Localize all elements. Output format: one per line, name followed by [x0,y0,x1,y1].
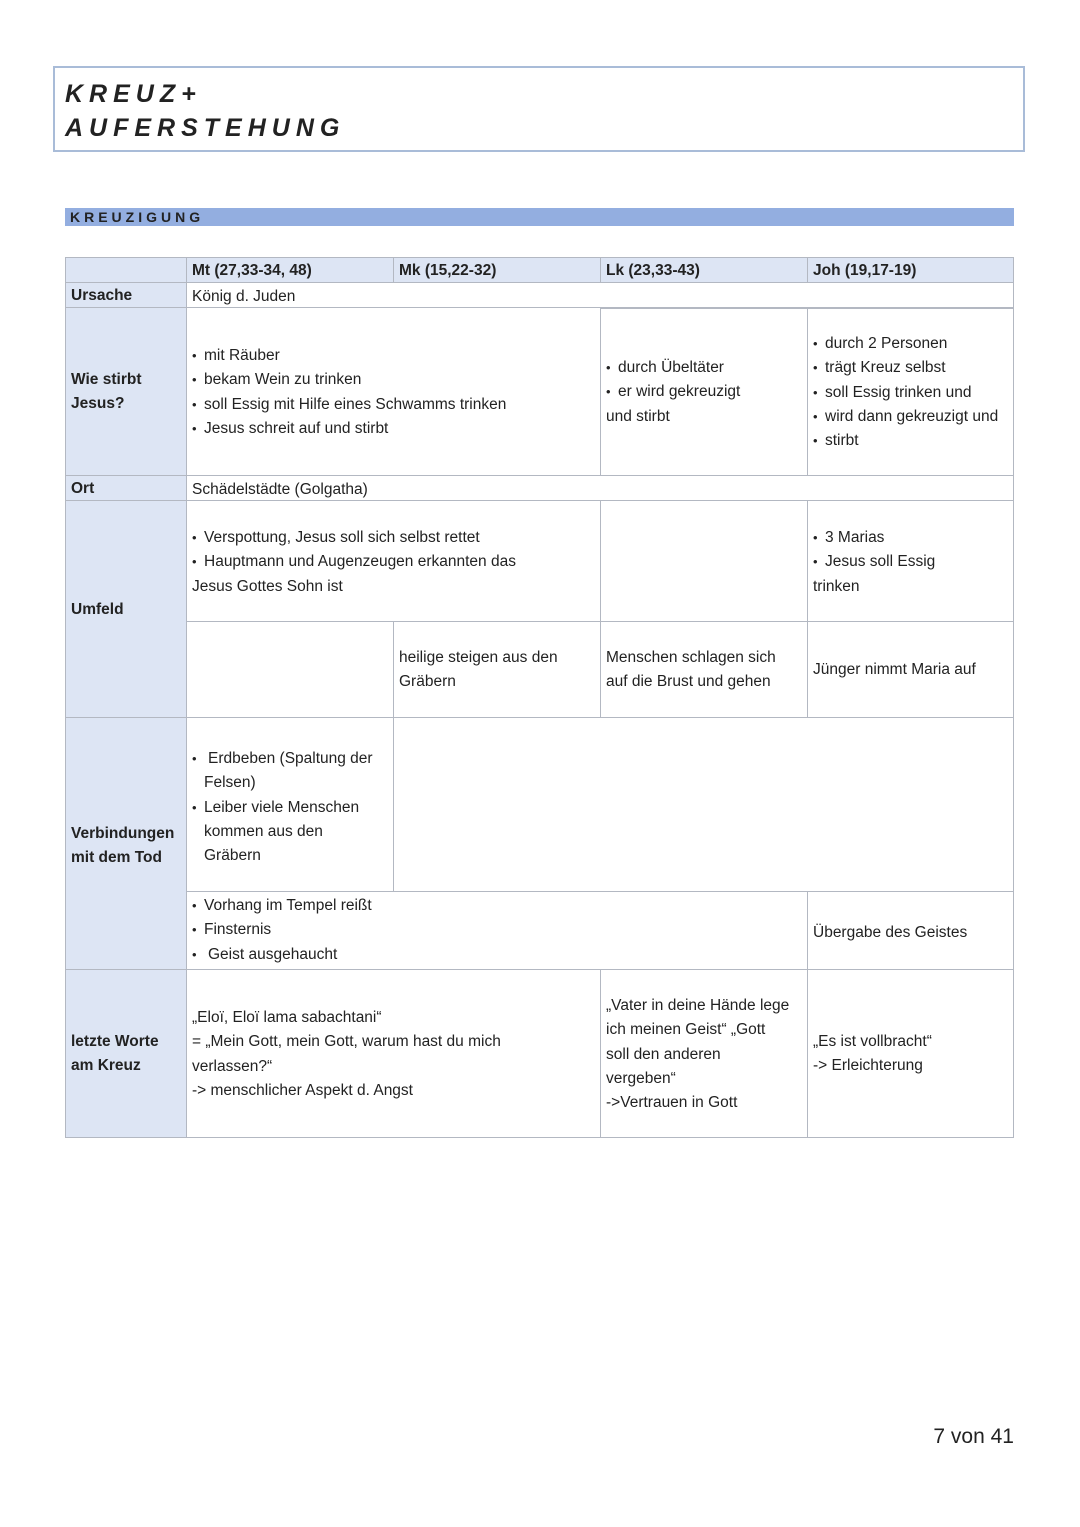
text-line: „Eloï, Eloï lama sabachtani“ [192,1009,382,1026]
text-line: Jesus Gottes Sohn ist [192,577,343,595]
list-item: • soll Essig trinken und [813,381,1013,405]
text-line: Felsen) [204,774,256,792]
header-mk: Mk (15,22-32) [393,257,600,283]
text-line: heilige steigen aus den [399,649,558,666]
text-line: verlassen?“ [192,1057,273,1075]
letzte-worte-lk [600,970,807,1138]
title-line-2: AUFERSTEHUNG [65,114,346,142]
umfeld-mt-2-empty [186,622,393,718]
text-line: vergeben“ [606,1069,676,1087]
list-item: • durch 2 Personen [813,332,1013,356]
list-item: • soll Essig mit Hilfe eines Schwamms trinken [192,393,600,417]
verbindungen-mt [186,718,393,892]
verbindungen-joh: Übergabe des Geistes [807,892,1014,970]
row-label-letzte-worte [65,970,186,1138]
text-line: kommen aus den [204,822,323,840]
list-item: • Leiber viele Menschen [192,796,393,820]
ort-mt-mk: Schädelstädte (Golgatha) [186,476,1014,501]
label-line-2: am Kreuz [71,1057,141,1075]
row-label-ort: Ort [65,476,186,501]
section-title: KREUZIGUNG [70,209,205,225]
umfeld-mk-2 [393,622,600,718]
list-item: • Hauptmann und Augenzeugen erkannten das [192,550,600,574]
text-line: Erdbeben (Spaltung der [208,750,373,767]
list-item: • er wird gekreuzigt [606,380,807,404]
list-item: • trägt Kreuz selbst [813,356,1013,380]
list-continuation [813,405,1013,429]
row-label-umfeld: Umfeld [65,501,186,718]
verbindungen-all [186,892,807,970]
text-line: Geist ausgehaucht [208,945,338,963]
text-line: soll den anderen [606,1045,721,1063]
list-item: • Finsternis [192,918,807,942]
label-line-1: Verbindungen [71,825,175,842]
text-line: = „Mein Gott, mein Gott, warum hast du mich [192,1033,501,1051]
text-line: ->Vertrauen in Gott [606,1094,738,1112]
list-item: • Vorhang im Tempel reißt [192,894,807,918]
row-label-ursache: Ursache [65,283,186,308]
letzte-worte-mt-mk [186,970,600,1138]
header-lk: Lk (23,33-43) [600,257,807,283]
label-line-1: letzte Worte [71,1033,159,1050]
text-line: Menschen schlagen sich [606,649,776,666]
list-item [192,747,393,771]
umfeld-lk-empty [600,501,807,622]
section-header [65,208,1014,226]
header-corner [65,257,186,283]
list-continuation [192,844,393,868]
text-line: -> menschlicher Aspekt d. Angst [192,1081,413,1099]
letzte-worte-joh [807,970,1014,1138]
label-line-2: Jesus? [71,395,125,413]
text-line: ich meinen Geist“ „Gott [606,1021,766,1039]
page-number: 7 von 41 [933,1425,1014,1448]
label-line-1: Wie stirbt [71,371,142,388]
text-line: Gräbern [399,673,456,691]
text-line: Gräbern [204,847,261,865]
list-continuation [813,429,1013,453]
list-item: • Verspottung, Jesus soll sich selbst rettet [192,526,600,550]
umfeld-joh [807,501,1014,622]
ursache-mt-mk: König d. Juden [186,283,1014,308]
text-line: wird dann gekreuzigt und [825,407,999,425]
text-line: auf die Brust und gehen [606,673,771,691]
list-item: • Jesus soll Essig [813,550,1013,574]
text-line: stirbt [825,432,859,450]
text-line: trinken [813,577,860,595]
header-joh: Joh (19,17-19) [807,257,1014,283]
umfeld-lk-2 [600,622,807,718]
wie-stirbt-joh [807,308,1014,476]
text-line: „Vater in deine Hände lege [606,997,790,1014]
umfeld-joh-2: Jünger nimmt Maria auf [807,622,1014,718]
label-line-2: mit dem Tod [71,849,162,867]
header-mt: Mt (27,33-34, 48) [186,257,393,283]
text-line: und stirbt [606,407,670,425]
row-label-verbindungen [65,718,186,970]
verbindungen-empty [393,718,1014,892]
title-line-1: KREUZ+ [65,80,202,108]
list-item: • durch Übeltäter [606,356,807,380]
list-continuation [192,771,393,795]
list-item: • 3 Marias [813,526,1013,550]
row-label-wie-stirbt [65,308,186,476]
text-line: -> Erleichterung [813,1057,923,1075]
title-box [53,66,1025,152]
umfeld-mt-mk [186,501,600,622]
text-line: „Es ist vollbracht“ [813,1033,932,1050]
list-item: • bekam Wein zu trinken [192,368,600,392]
list-item: • mit Räuber [192,344,600,368]
wie-stirbt-mt-mk [186,308,600,476]
wie-stirbt-lk [600,308,807,476]
list-item [192,943,807,967]
list-continuation [192,820,393,844]
list-item: • Jesus schreit auf und stirbt [192,417,600,441]
